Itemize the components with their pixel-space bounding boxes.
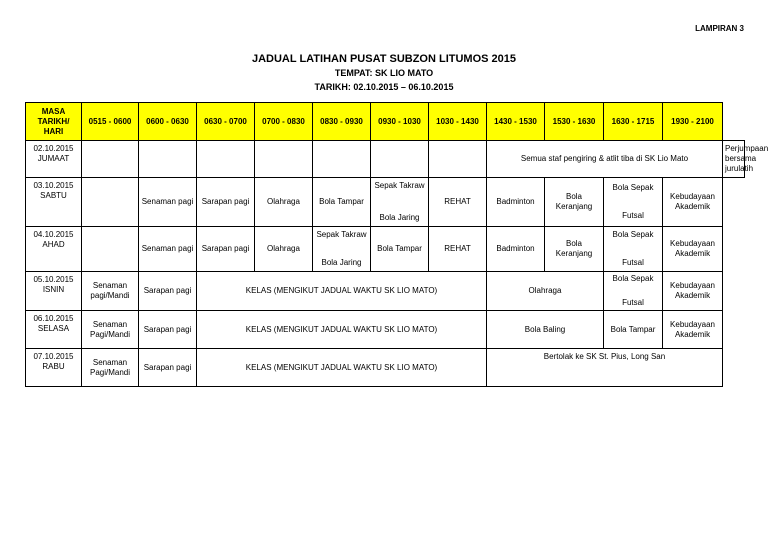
- activity-cell: [371, 178, 429, 227]
- activity-cell: Bola Baling: [487, 311, 604, 349]
- table-row: [26, 227, 745, 272]
- time-header: 1430 - 1530: [487, 103, 545, 141]
- day: ISNIN: [42, 285, 65, 294]
- day: JUMAAT: [37, 154, 70, 163]
- day: RABU: [42, 362, 65, 371]
- venue-line: TEMPAT: SK LIO MATO: [334, 68, 434, 78]
- date-cell: [26, 227, 82, 272]
- time-header: 1030 - 1430: [429, 103, 487, 141]
- date-range-line: TARIKH: 02.10.2015 – 06.10.2015: [314, 82, 454, 92]
- activity-text: Sepak Takraw: [374, 181, 425, 190]
- date: 04.10.2015: [33, 230, 74, 239]
- activity-text: Bola Sepak: [612, 183, 654, 192]
- kelas-cell: KELAS (MENGIKUT JADUAL WAKTU SK LIO MATO): [197, 349, 487, 387]
- activity-cell: Sarapan pagi: [139, 272, 197, 311]
- activity-text: Bola Jaring: [379, 213, 420, 222]
- activity-cell: Olahraga: [255, 227, 313, 272]
- activity-cell: [313, 227, 371, 272]
- empty-cell: [313, 141, 371, 178]
- activity-text: Futsal: [622, 211, 644, 220]
- activity-cell: REHAT: [429, 227, 487, 272]
- activity-cell: Bola Tampar: [604, 311, 663, 349]
- activity-cell: [604, 227, 663, 272]
- table-row: [26, 141, 745, 178]
- activity-cell: REHAT: [429, 178, 487, 227]
- corner-header: MASA TARIKH/ HARI: [26, 103, 82, 141]
- activity-text: Bola Jaring: [321, 258, 362, 267]
- date: 02.10.2015: [33, 144, 74, 153]
- activity-cell: [604, 272, 663, 311]
- table-row: [26, 349, 745, 387]
- activity-cell: Olahraga: [255, 178, 313, 227]
- activity-cell: Senaman pagi: [139, 227, 197, 272]
- activity-cell: Badminton: [487, 178, 545, 227]
- time-header: 0700 - 0830: [255, 103, 313, 141]
- schedule-table: [25, 102, 768, 387]
- time-header: 1530 - 1630: [545, 103, 604, 141]
- day: SABTU: [40, 191, 67, 200]
- activity-text: Bola Sepak: [612, 274, 654, 283]
- activity-cell: Sarapan pagi: [139, 349, 197, 387]
- date-cell: [26, 141, 82, 178]
- activity-cell: Kebudayaan Akademik: [663, 227, 723, 272]
- day: AHAD: [42, 240, 65, 249]
- activity-cell: Kebudayaan Akademik: [663, 178, 723, 227]
- date: 06.10.2015: [33, 314, 74, 323]
- table-row: [26, 272, 745, 311]
- empty-cell: [82, 227, 139, 272]
- date: 05.10.2015: [33, 275, 74, 284]
- time-header: 0830 - 0930: [313, 103, 371, 141]
- activity-cell: Sarapan pagi: [197, 227, 255, 272]
- activity-cell: Bola Tampar: [313, 178, 371, 227]
- activity-cell: Olahraga: [487, 272, 604, 311]
- evening-cell: Perjumpaan bersama jurulatih: [723, 141, 745, 178]
- activity-cell: Senaman Pagi/Mandi: [82, 349, 139, 387]
- kelas-cell: KELAS (MENGIKUT JADUAL WAKTU SK LIO MATO): [197, 311, 487, 349]
- kelas-cell: KELAS (MENGIKUT JADUAL WAKTU SK LIO MATO): [197, 272, 487, 311]
- arrival-text: Semua staf pengiring & atlit tiba di SK Lio Mato: [520, 154, 689, 163]
- empty-cell: [371, 141, 429, 178]
- empty-cell: [82, 141, 139, 178]
- depart-cell: Bertolak ke SK St. Pius, Long San: [487, 349, 723, 387]
- activity-cell: Senaman pagi: [139, 178, 197, 227]
- activity-text: Futsal: [622, 298, 644, 307]
- date-cell: [26, 311, 82, 349]
- empty-cell: [82, 178, 139, 227]
- document-title: JADUAL LATIHAN PUSAT SUBZON LITUMOS 2015: [251, 53, 517, 65]
- time-header: 0930 - 1030: [371, 103, 429, 141]
- date: 07.10.2015: [33, 352, 74, 361]
- activity-cell: Badminton: [487, 227, 545, 272]
- activity-cell: Bola Tampar: [371, 227, 429, 272]
- time-header: 0600 - 0630: [139, 103, 197, 141]
- activity-cell: Kebudayaan Akademik: [663, 311, 723, 349]
- activity-cell: Sarapan pagi: [139, 311, 197, 349]
- time-header: 1630 - 1715: [604, 103, 663, 141]
- table-row: [26, 178, 745, 227]
- activity-text: Sepak Takraw: [316, 230, 367, 239]
- table-row: [26, 311, 745, 349]
- activity-cell: Kebudayaan Akademik: [663, 272, 723, 311]
- activity-cell: [604, 178, 663, 227]
- lampiran-label: LAMPIRAN 3: [695, 24, 744, 33]
- activity-text: Bola Sepak: [612, 230, 654, 239]
- header-row: [26, 103, 745, 141]
- empty-cell: [139, 141, 197, 178]
- activity-text: Futsal: [622, 258, 644, 267]
- activity-cell: Bola Keranjang: [545, 227, 604, 272]
- empty-cell: [197, 141, 255, 178]
- date: 03.10.2015: [33, 181, 74, 190]
- arrival-cell: [487, 141, 723, 178]
- activity-cell: Senaman Pagi/Mandi: [82, 311, 139, 349]
- empty-cell: [429, 141, 487, 178]
- day: SELASA: [37, 324, 70, 333]
- activity-cell: Senaman pagi/Mandi: [82, 272, 139, 311]
- activity-cell: Sarapan pagi: [197, 178, 255, 227]
- time-header: 0630 - 0700: [197, 103, 255, 141]
- date-cell: [26, 178, 82, 227]
- time-header: 1930 - 2100: [663, 103, 723, 141]
- activity-cell: Bola Keranjang: [545, 178, 604, 227]
- date-cell: [26, 272, 82, 311]
- empty-cell: [255, 141, 313, 178]
- time-header: 0515 - 0600: [82, 103, 139, 141]
- date-cell: [26, 349, 82, 387]
